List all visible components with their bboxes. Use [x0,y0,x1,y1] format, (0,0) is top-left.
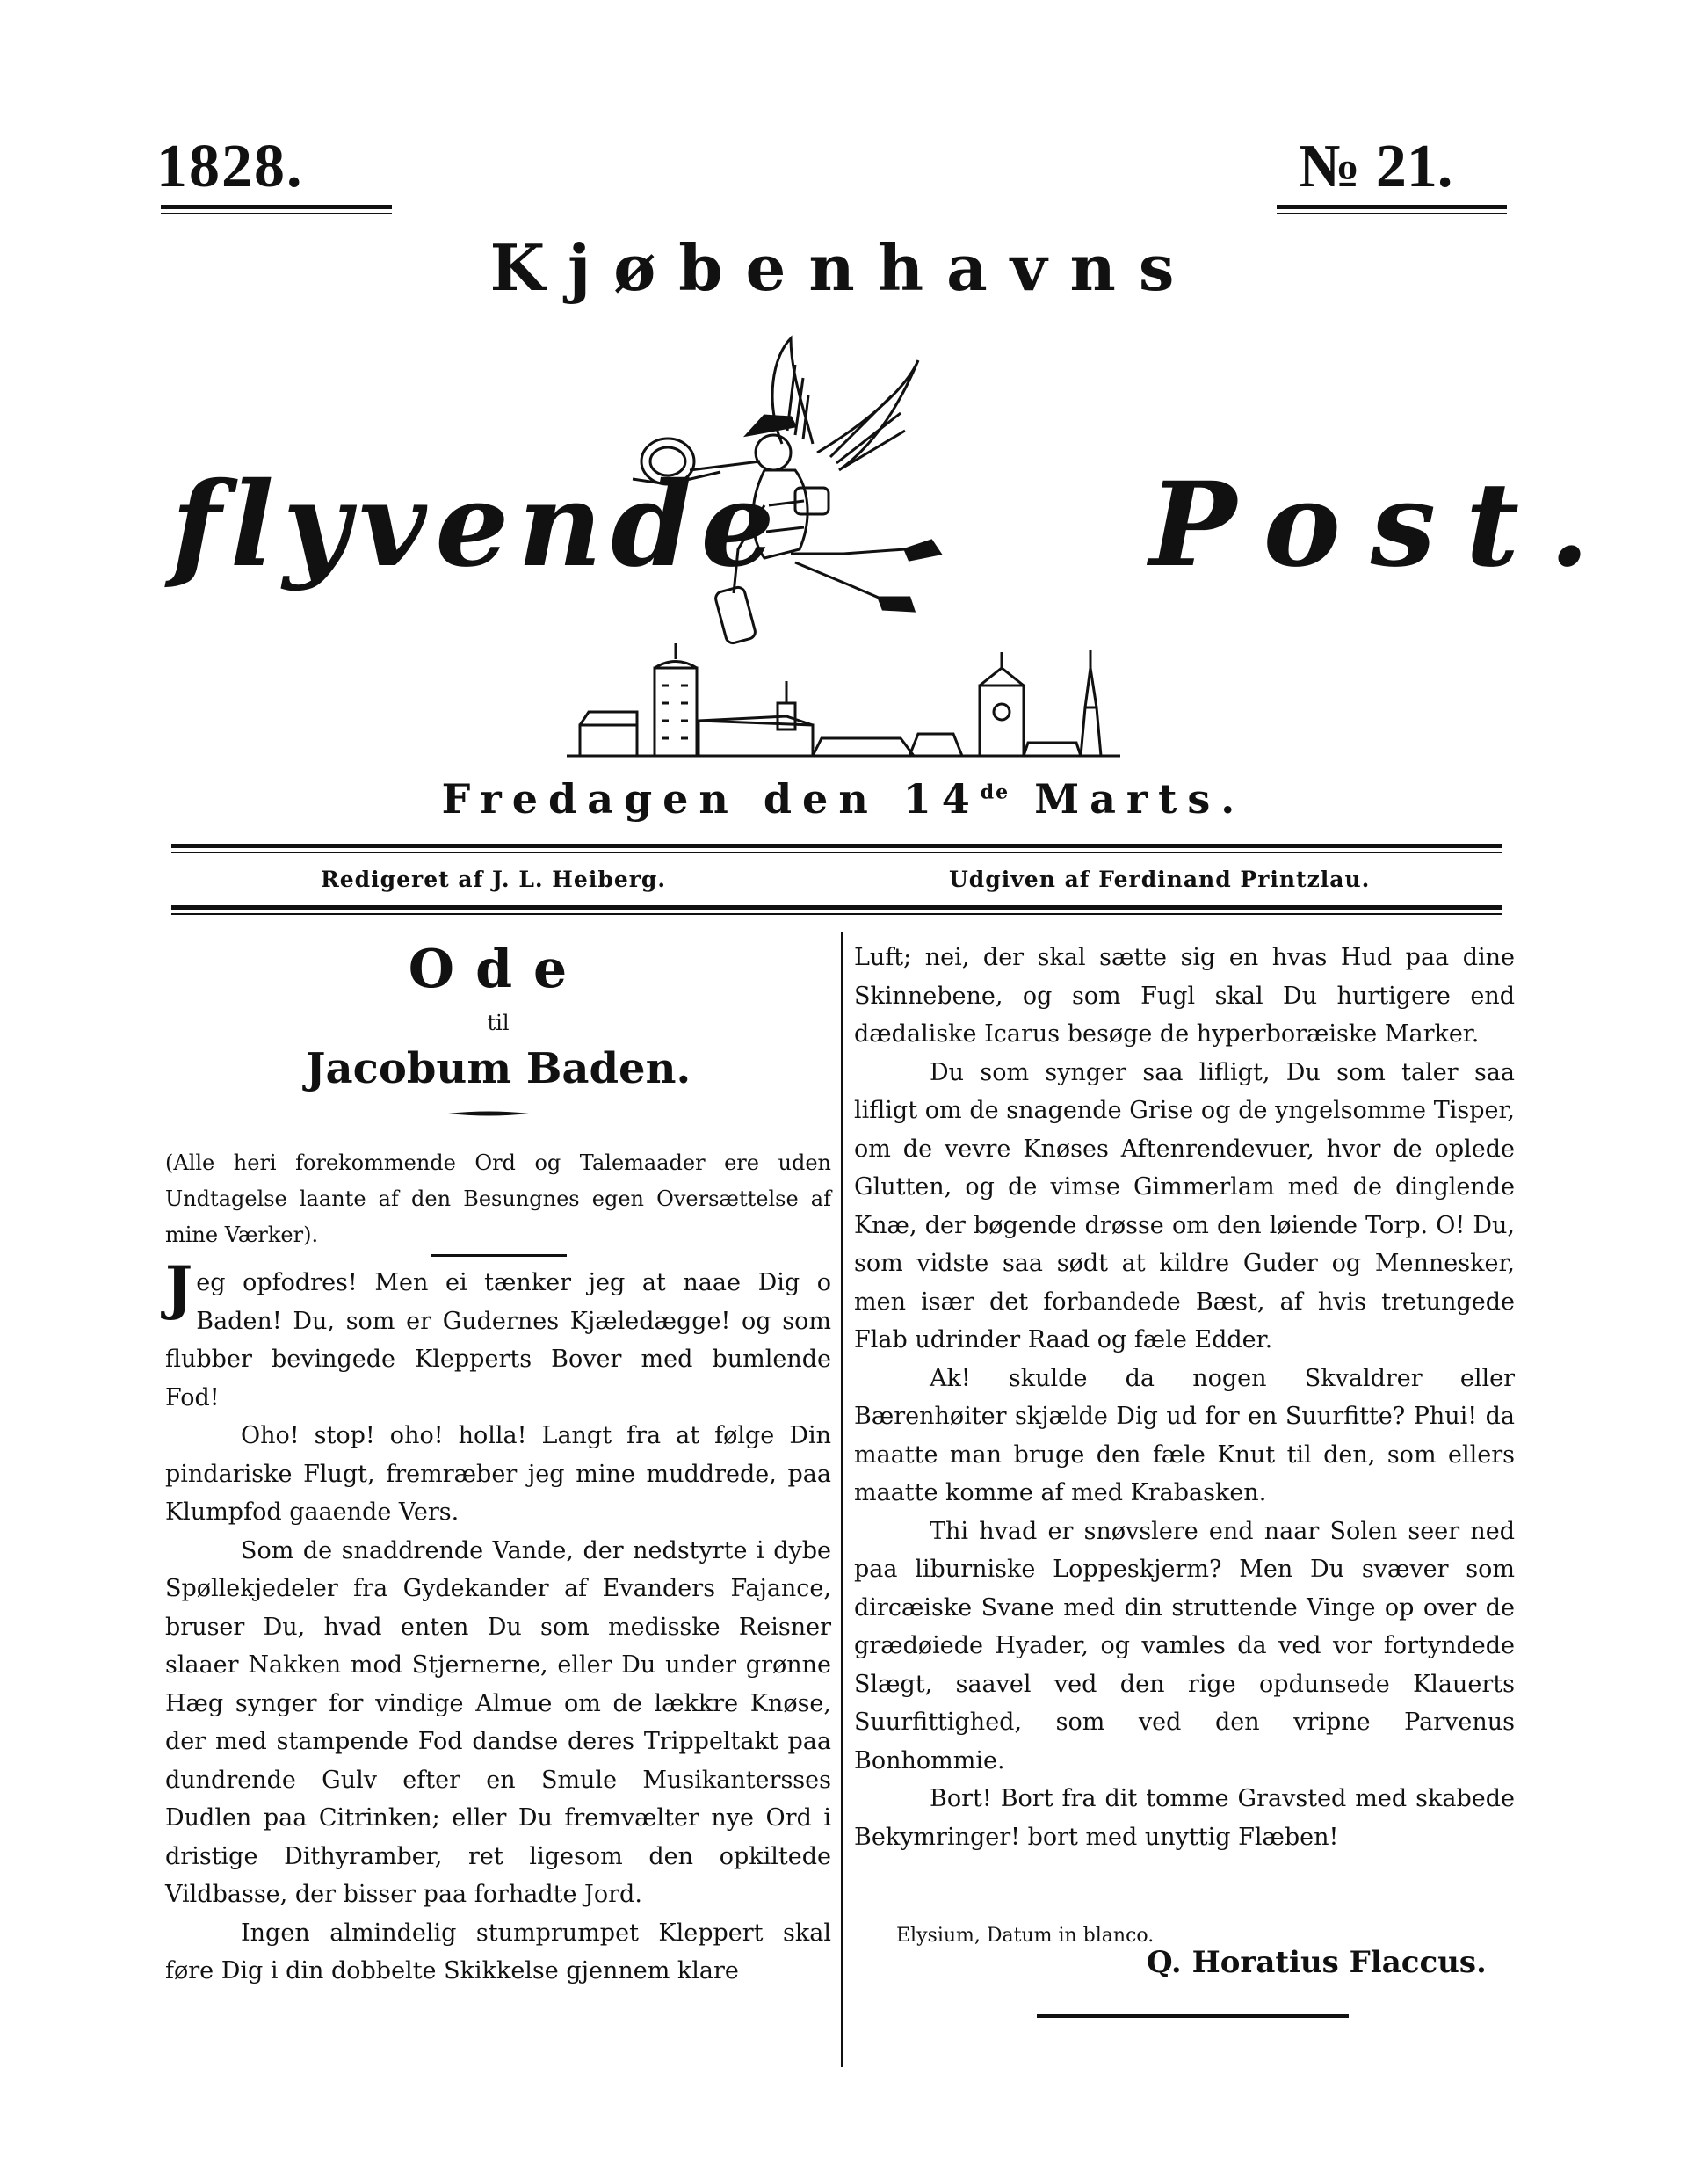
masthead-title-left: flyvende [171,457,784,593]
drop-cap: J [165,1253,193,1322]
signature-place: Elysium, Datum in blanco. [896,1925,1155,1947]
article-addressee: Jacobum Baden. [305,1044,691,1093]
paragraph: Ak! skulde da nogen Skvaldrer eller Bærenhøiter skjælde Dig ud for en Suurfitte? Phui! da maatte man bruge den fæle Knut til den, som ellers maatte komme af med Krabasken. [854,1364,1515,1506]
paragraph: Som de snaddrende Vande, der nedstyrte i dybe Spøllekjedeler fra Gydekander af Evanders Fajance, bruser Du, hvad enten Du som medisske Reisner slaaer Nakken mod Stjernerne, eller Du under grønne Hæg synger for vindige Almue om de lækkre Knøse, der med stampende Fod dandse deres Trippeltakt paa dundrende Gulv efter en Smule Musikantersses Dudlen paa Citrinken; eller Du fremvælter nye Ord i dristige Dithyramber, ret ligesom den opkiltede Vildbasse, der bisser paa forhadte Jord. [165,1536,831,1908]
dateline-suffix: de [980,780,1010,804]
masthead-title-right: Post. [1149,457,1619,593]
year: 1828. [156,133,304,200]
column-divider [841,932,843,2067]
paragraph: eg opfodres! Men ei tænker jeg at naae Dig o Baden! Du, som er Gudernes Kjæledægge! og som flubber bevingede Klepperts Bover med bumlende Fod! [165,1269,831,1411]
paragraph: Du som synger saa lifligt, Du som taler saa lifligt om de snagende Grise og de yngelsomme Tisper, om de vevre Knøses Aftenrendevuer, hvor de oplede Glutten, og de vimse Gimmerlam med de dinglende Knæ, der bøgende drøsse om den løiende Torp. O! Du, som vidste saa sødt at kildre Guder og Mennesker, men især det forbandede Bæst, af hvis tretungede Flab udrinder Raad og fæle Edder. [854,1058,1515,1353]
masthead-rule-top [171,844,1502,853]
article-dedication-word: til [487,1011,510,1035]
issue-underline [1277,205,1507,214]
city-skyline-illustration [567,642,1120,765]
paragraph: Luft; nei, der skal sætte sig en hvas Hud paa dine Skinnebene, og som Fugl skal Du hurtigere end dædaliske Icarus besøge de hyperboræiske Marker. [854,944,1515,1048]
ornament-divider [448,1109,529,1118]
editorial-note: (Alle heri forekommende Ord og Talemaader ere uden Undtagelse laante af den Besungnes egen Oversættelse af mine Værker). [165,1150,831,1247]
dateline-day: Fredagen den 14 [441,775,981,823]
masthead-title-top: Kjøbenhavns [489,230,1198,305]
article-title: Ode [408,939,589,1000]
right-column [854,939,1515,1856]
dateline-month: Marts. [1010,775,1246,823]
left-column [165,1253,831,1991]
paragraph: Ingen almindelig stumprumpet Kleppert skal føre Dig i din dobbelte Skikkelse gjennem klare [165,1919,831,1984]
note-rule [431,1254,567,1257]
flying-angel-illustration [615,330,984,664]
year-underline [161,205,392,214]
paragraph: Oho! stop! oho! holla! Langt fra at følge Din pindariske Flugt, fremræber jeg mine muddrede, paa Klumpfod gaaende Vers. [165,1422,831,1526]
paragraph: Bort! Bort fra dit tomme Gravsted med skabede Bekymringer! bort med unyttig Flæben! [854,1785,1515,1851]
signature-name: Q. Horatius Flaccus. [1147,1945,1487,1980]
issue-number: № 21. [1299,133,1453,200]
masthead-rule-bottom [171,905,1502,915]
end-rule [1037,2014,1349,2018]
paragraph: Thi hvad er snøvslere end naar Solen seer ned paa liburniske Loppeskjerm? Men Du svæver som dircæiske Svane med din struttende Vinge op over de grædøiede Hyader, og vamles da ved vor fortyndede Slægt, saavel ved den rige opdunsede Klauerts Suurfittighed, som ved den vripne Parvenus Bonhommie. [854,1517,1515,1774]
dateline [0,775,1687,823]
editor-credit: Redigeret af J. L. Heiberg. [321,867,667,892]
publisher-credit: Udgiven af Ferdinand Printzlau. [949,867,1371,892]
